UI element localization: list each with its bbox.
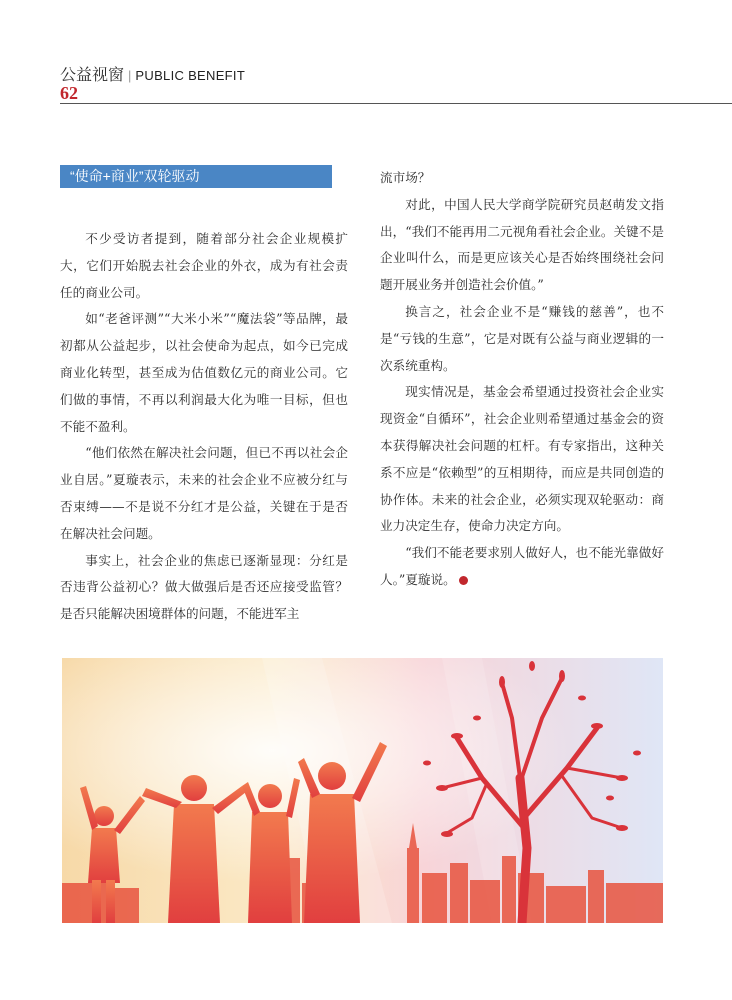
right-column [380,165,664,594]
left-column [60,226,348,628]
section-name-en: PUBLIC BENEFIT [135,68,246,83]
paragraph: 换言之，社会企业不是“赚钱的慈善”，也不是“亏钱的生意”，它是对既有公益与商业逻辑的一次系统重构。 [380,303,664,373]
paragraph: 不少受访者提到，随着部分社会企业规模扩大，它们开始脱去社会企业的外衣，成为有社会责任的商业公司。 [60,231,348,300]
illustration-people-tree [62,658,663,923]
running-header [60,62,245,85]
paragraph: 如“老爸评测”“大米小米”“魔法袋”等品牌，最初都从公益起步，以社会使命为起点，如今已完成商业化转型，甚至成为估值数亿元的商业公司。它们做的事情，不再以利润最大化为唯一目标，但也不能不盈利。 [60,311,348,434]
header-separator: | [128,68,132,83]
end-mark-icon [459,576,468,585]
section-name: 公益视窗 [60,67,125,84]
paragraph: 事实上，社会企业的焦虑已逐渐显现：分红是否违背公益初心？做大做强后是否还应接受监管？是否只能解决困境群体的问题，不能进军主 [60,552,348,622]
section-subtitle: “使命+商业”双轮驱动 [60,165,332,188]
paragraph: 对此，中国人民大学商学院研究员赵萌发文指出，“我们不能再用二元视角看社会企业。关键不是企业叫什么，而是更应该关心是否始终围绕社会问题开展业务并创造社会价值。” [380,196,664,293]
closing-quote: “我们不能老要求别人做好人，也不能光靠做好人。”夏璇说。 [380,545,664,587]
paragraph-continuation: 流市场？ [380,170,431,185]
paragraph: 现实情况是，基金会希望通过投资社会企业实现资金“自循环”，社会企业则希望通过基金会的资本获得解决社会问题的杠杆。有专家指出，这种关系不应是“依赖型”的互相期待，而应是共同创造的协作体。未来的社会企业，必须实现双轮驱动：商业力决定生存，使命力决定方向。 [380,384,664,534]
paragraph-last [380,540,664,594]
page-number: 62 [60,83,78,103]
paragraph: “他们依然在解决社会问题，但已不再以社会企业自居。”夏璇表示，未来的社会企业不应被分红与否束缚——不是说不分红才是公益，关键在于是否在解决社会问题。 [60,445,348,541]
header-rule [60,103,732,104]
